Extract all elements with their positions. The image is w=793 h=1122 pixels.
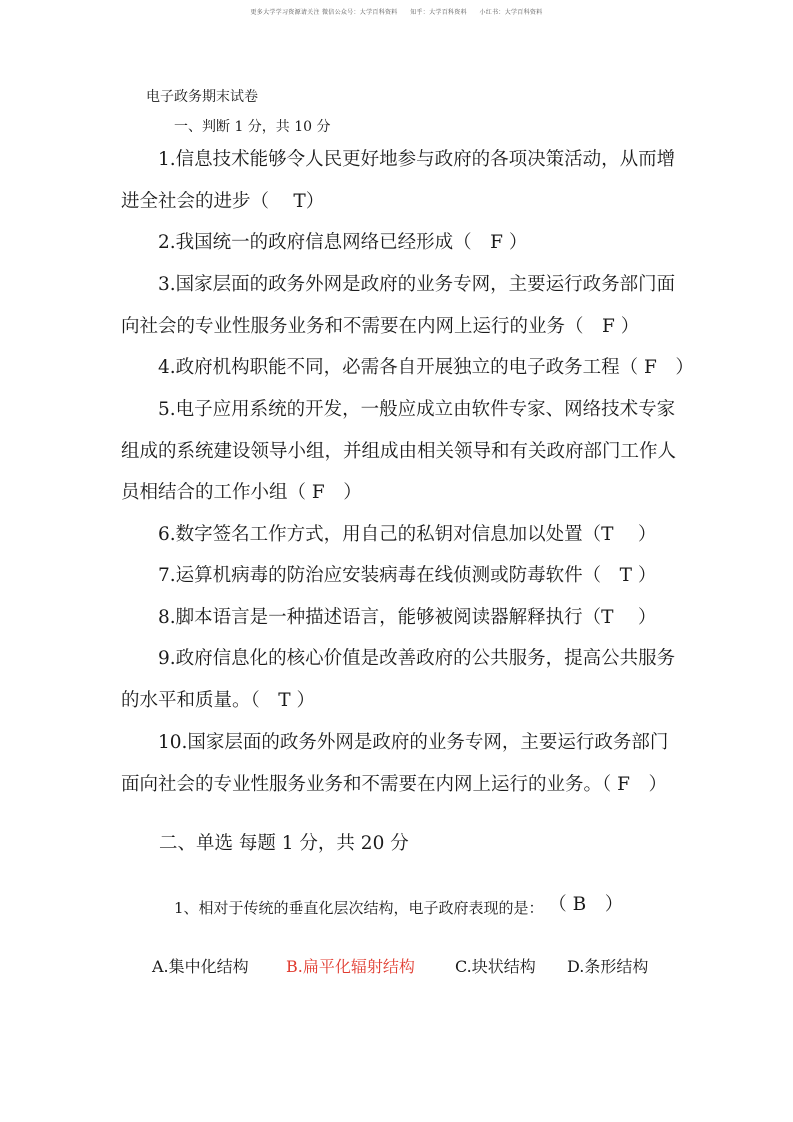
question-6-line-1: 6.数字签名工作方式，用自己的私钥对信息加以处置（T ）	[158, 524, 657, 545]
question-10	[121, 722, 681, 805]
question-5-line-1: 5.电子应用系统的开发，一般应成立由软件专家、网络技术专家	[158, 399, 676, 420]
question-5-line-2: 组成的系统建设领导小组，并组成由相关领导和有关政府部门工作人	[121, 440, 677, 462]
mcq-answer: （ B ）	[557, 894, 624, 915]
question-2-line-1: 2.我国统一的政府信息网络已经形成（ F ）	[158, 232, 528, 253]
question-8-line-1: 8.脚本语言是一种描述语言，能够被阅读器解释执行（T ）	[158, 607, 657, 628]
question-2	[121, 222, 681, 264]
question-8	[121, 597, 681, 639]
option-b-correct: B.扁平化辐射结构	[286, 957, 415, 976]
question-9	[121, 638, 681, 721]
option-c: C.块状结构	[455, 957, 536, 976]
question-7	[121, 555, 681, 597]
question-10-line-2: 面向社会的专业性服务业务和不需要在内网上运行的业务。（ F ）	[121, 773, 667, 795]
exam-title: 电子政务期末试卷	[146, 89, 258, 105]
question-4	[121, 347, 694, 389]
question-6	[121, 514, 681, 556]
question-1-line-1: 1.信息技术能够令人民更好地参与政府的各项决策活动，从而增	[158, 149, 676, 170]
option-d: D.条形结构	[567, 957, 649, 976]
page-header: 更多大学学习资源请关注 微信公众号：大学百科资料 知乎：大学百科资料 小红书：大学百科资料	[250, 9, 543, 16]
mcq-question-1	[174, 893, 623, 919]
question-3-line-2: 向社会的专业性服务业务和不需要在内网上运行的业务（ F ）	[121, 315, 640, 337]
question-1	[121, 139, 681, 222]
question-5	[121, 389, 681, 514]
question-10-line-1: 10.国家层面的政务外网是政府的业务专网，主要运行政务部门	[158, 732, 669, 753]
question-7-line-1: 7.运算机病毒的防治应安装病毒在线侦测或防毒软件（ T ）	[158, 565, 657, 586]
section-2-heading: 二、单选 每题 1 分，共 20 分	[159, 833, 409, 854]
question-3-line-1: 3.国家层面的政务外网是政府的业务专网，主要运行政务部门面	[158, 274, 676, 295]
question-9-line-1: 9.政府信息化的核心价值是改善政府的公共服务，提高公共服务	[158, 648, 676, 669]
section-1-heading: 一、判断 1 分，共 10 分	[174, 119, 331, 135]
option-a: A.集中化结构	[152, 957, 249, 976]
mcq-stem: 1、相对于传统的垂直化层次结构，电子政府表现的是：	[174, 899, 544, 917]
question-3	[121, 264, 681, 347]
question-1-line-2: 进全社会的进步（ T）	[121, 190, 325, 212]
question-9-line-2: 的水平和质量。（ T ）	[121, 689, 315, 711]
question-5-line-3: 员相结合的工作小组（ F ）	[121, 482, 362, 504]
question-4-line-1: 4.政府机构职能不同，必需各自开展独立的电子政务工程（ F ）	[158, 357, 694, 378]
